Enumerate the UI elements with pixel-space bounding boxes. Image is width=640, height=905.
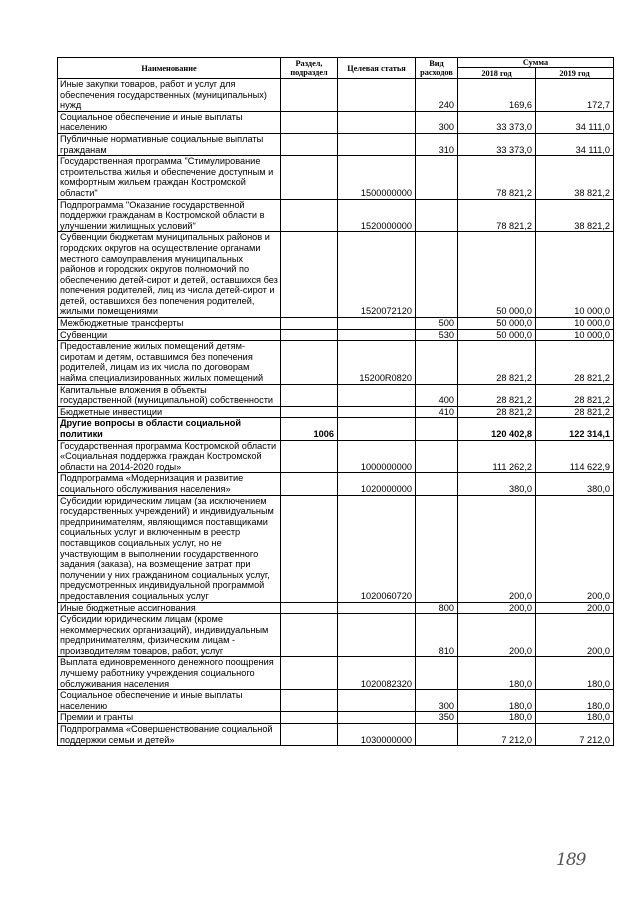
header-target: Целевая статья — [338, 58, 416, 79]
row-sum-2018-cell: 78 821,2 — [458, 199, 536, 232]
row-name-cell: Субвенции бюджетам муниципальных районов и городских округов на осуществление органами местного самоуправления муниципальных районов и городских округов полномочий по обеспечению детей-сирот и детей, оставшихся без попечения родителей, лиц из числа детей-сирот и детей, оставшихся без попечения родителей, жилыми помещениями — [58, 232, 281, 318]
table-row — [58, 418, 614, 440]
row-sum-2019-cell: 10 000,0 — [536, 318, 614, 330]
row-sum-2019-cell: 38 821,2 — [536, 199, 614, 232]
row-expense-type-cell: 810 — [416, 614, 458, 657]
row-target-cell — [338, 111, 416, 133]
row-sum-2019-cell: 200,0 — [536, 614, 614, 657]
table-row — [58, 318, 614, 330]
row-expense-type-cell — [416, 199, 458, 232]
row-expense-type-cell: 410 — [416, 406, 458, 418]
row-section-cell — [281, 156, 338, 199]
table-row — [58, 473, 614, 495]
row-section-cell — [281, 690, 338, 712]
row-target-cell — [338, 418, 416, 440]
row-target-cell: 1020082320 — [338, 657, 416, 690]
row-sum-2018-cell: 33 373,0 — [458, 111, 536, 133]
row-section-cell — [281, 384, 338, 406]
row-expense-type-cell: 500 — [416, 318, 458, 330]
row-expense-type-cell: 310 — [416, 133, 458, 155]
row-name-cell: Иные бюджетные ассигнования — [58, 602, 281, 614]
row-name-cell: Субсидии юридическим лицам (кроме некоммерческих организаций), индивидуальным предпринимателям, физическим лицам - производителям товаров, работ, услуг — [58, 614, 281, 657]
row-section-cell — [281, 602, 338, 614]
row-section-cell — [281, 232, 338, 318]
row-name-cell: Подпрограмма «Модернизация и развитие социального обслуживания населения» — [58, 473, 281, 495]
row-sum-2018-cell: 200,0 — [458, 614, 536, 657]
row-sum-2019-cell: 38 821,2 — [536, 156, 614, 199]
table-row — [58, 79, 614, 112]
row-name-cell: Подпрограмма «Совершенствование социальной поддержки семьи и детей» — [58, 724, 281, 746]
table-row — [58, 602, 614, 614]
row-target-cell: 1520072120 — [338, 232, 416, 318]
row-name-cell: Иные закупки товаров, работ и услуг для обеспечения государственных (муниципальных) нужд — [58, 79, 281, 112]
table-body — [58, 79, 614, 746]
row-target-cell: 15200R0820 — [338, 341, 416, 384]
row-sum-2019-cell: 34 111,0 — [536, 133, 614, 155]
table-row — [58, 690, 614, 712]
row-expense-type-cell — [416, 657, 458, 690]
row-expense-type-cell: 530 — [416, 329, 458, 341]
row-expense-type-cell — [416, 495, 458, 602]
header-section: Раздел, подраздел — [281, 58, 338, 79]
row-name-cell: Субвенции — [58, 329, 281, 341]
table-row — [58, 406, 614, 418]
table-row — [58, 341, 614, 384]
row-section-cell — [281, 473, 338, 495]
row-name-cell: Бюджетные инвестиции — [58, 406, 281, 418]
table-row — [58, 614, 614, 657]
row-name-cell: Межбюджетные трансферты — [58, 318, 281, 330]
row-target-cell: 1020060720 — [338, 495, 416, 602]
row-section-cell — [281, 406, 338, 418]
row-sum-2018-cell: 78 821,2 — [458, 156, 536, 199]
row-sum-2018-cell: 380,0 — [458, 473, 536, 495]
row-name-cell: Капитальные вложения в объекты государственной (муниципальной) собственности — [58, 384, 281, 406]
row-section-cell — [281, 79, 338, 112]
table-row — [58, 724, 614, 746]
row-sum-2018-cell: 7 212,0 — [458, 724, 536, 746]
row-sum-2018-cell: 28 821,2 — [458, 341, 536, 384]
row-target-cell — [338, 602, 416, 614]
row-sum-2018-cell: 200,0 — [458, 495, 536, 602]
table-row — [58, 133, 614, 155]
row-section-cell — [281, 614, 338, 657]
header-expense-type: Вид расходов — [416, 58, 458, 79]
row-section-cell — [281, 724, 338, 746]
row-sum-2019-cell: 180,0 — [536, 657, 614, 690]
row-sum-2018-cell: 50 000,0 — [458, 329, 536, 341]
row-sum-2019-cell: 180,0 — [536, 712, 614, 724]
row-section-cell — [281, 440, 338, 473]
table-row — [58, 199, 614, 232]
row-target-cell: 1000000000 — [338, 440, 416, 473]
row-sum-2019-cell: 28 821,2 — [536, 406, 614, 418]
row-sum-2019-cell: 200,0 — [536, 495, 614, 602]
row-target-cell — [338, 614, 416, 657]
table-row — [58, 384, 614, 406]
row-sum-2018-cell: 28 821,2 — [458, 406, 536, 418]
row-target-cell — [338, 712, 416, 724]
row-target-cell — [338, 690, 416, 712]
row-target-cell — [338, 133, 416, 155]
row-section-cell — [281, 329, 338, 341]
row-section-cell — [281, 111, 338, 133]
row-sum-2019-cell: 10 000,0 — [536, 232, 614, 318]
header-year-2019: 2019 год — [536, 68, 614, 79]
row-sum-2019-cell: 28 821,2 — [536, 341, 614, 384]
table-row — [58, 440, 614, 473]
table-row — [58, 712, 614, 724]
row-target-cell — [338, 79, 416, 112]
row-target-cell — [338, 384, 416, 406]
row-sum-2018-cell: 50 000,0 — [458, 318, 536, 330]
row-sum-2019-cell: 7 212,0 — [536, 724, 614, 746]
row-sum-2019-cell: 122 314,1 — [536, 418, 614, 440]
row-sum-2019-cell: 10 000,0 — [536, 329, 614, 341]
row-expense-type-cell: 800 — [416, 602, 458, 614]
row-sum-2018-cell: 111 262,2 — [458, 440, 536, 473]
row-sum-2019-cell: 172,7 — [536, 79, 614, 112]
row-target-cell — [338, 329, 416, 341]
row-sum-2018-cell: 33 373,0 — [458, 133, 536, 155]
row-sum-2019-cell: 200,0 — [536, 602, 614, 614]
row-sum-2018-cell: 180,0 — [458, 657, 536, 690]
row-expense-type-cell: 300 — [416, 690, 458, 712]
row-target-cell — [338, 318, 416, 330]
row-expense-type-cell: 240 — [416, 79, 458, 112]
row-name-cell: Подпрограмма "Оказание государственной поддержки гражданам в Костромской области в улучшении жилищных условий" — [58, 199, 281, 232]
table-row — [58, 495, 614, 602]
row-sum-2019-cell: 180,0 — [536, 690, 614, 712]
row-section-cell — [281, 133, 338, 155]
row-section-cell — [281, 495, 338, 602]
budget-table — [57, 57, 614, 746]
table-row — [58, 156, 614, 199]
row-name-cell: Социальное обеспечение и иные выплаты населению — [58, 111, 281, 133]
row-expense-type-cell: 300 — [416, 111, 458, 133]
row-name-cell: Предоставление жилых помещений детям-сиротам и детям, оставшимся без попечения родителей, лицам из их числа по договорам найма специализированных жилых помещений — [58, 341, 281, 384]
row-name-cell: Государственная программа Костромской области «Социальная поддержка граждан Костромской области на 2014-2020 годы» — [58, 440, 281, 473]
row-name-cell: Выплата единовременного денежного поощрения лучшему работнику учреждения социального обслуживания населения — [58, 657, 281, 690]
row-section-cell: 1006 — [281, 418, 338, 440]
row-sum-2019-cell: 34 111,0 — [536, 111, 614, 133]
row-name-cell: Социальное обеспечение и иные выплаты населению — [58, 690, 281, 712]
row-sum-2018-cell: 180,0 — [458, 712, 536, 724]
row-target-cell: 1500000000 — [338, 156, 416, 199]
table-row — [58, 657, 614, 690]
row-name-cell: Государственная программа "Стимулирование строительства жилья и обеспечение доступным и комфортным жильем граждан Костромской области" — [58, 156, 281, 199]
header-year-2018: 2018 год — [458, 68, 536, 79]
row-name-cell: Субсидии юридическим лицам (за исключением государственных учреждений) и индивидуальным предпринимателям, являющимся поставщиками социальных услуг и включенным в реестр поставщиков социальных услуг, но не участвующим в выполнении государственного задания (заказа), на возмещение затрат при получении у них гражданином социальных услуг, предусмотренных индивидуальной программой предоставления социальных услуг — [58, 495, 281, 602]
row-sum-2019-cell: 114 622,9 — [536, 440, 614, 473]
table-header — [58, 58, 614, 79]
row-expense-type-cell — [416, 156, 458, 199]
row-sum-2018-cell: 180,0 — [458, 690, 536, 712]
page-number: 189 — [556, 850, 586, 870]
row-section-cell — [281, 199, 338, 232]
row-section-cell — [281, 712, 338, 724]
row-section-cell — [281, 657, 338, 690]
table-row — [58, 232, 614, 318]
row-name-cell: Другие вопросы в области социальной политики — [58, 418, 281, 440]
row-sum-2018-cell: 28 821,2 — [458, 384, 536, 406]
row-section-cell — [281, 318, 338, 330]
table-row — [58, 111, 614, 133]
header-name: Наименование — [58, 58, 281, 79]
row-expense-type-cell — [416, 341, 458, 384]
row-sum-2018-cell: 200,0 — [458, 602, 536, 614]
row-sum-2018-cell: 169,6 — [458, 79, 536, 112]
row-sum-2019-cell: 28 821,2 — [536, 384, 614, 406]
row-target-cell — [338, 406, 416, 418]
row-name-cell: Публичные нормативные социальные выплаты гражданам — [58, 133, 281, 155]
row-target-cell: 1520000000 — [338, 199, 416, 232]
row-section-cell — [281, 341, 338, 384]
row-sum-2018-cell: 50 000,0 — [458, 232, 536, 318]
row-name-cell: Премии и гранты — [58, 712, 281, 724]
row-expense-type-cell: 350 — [416, 712, 458, 724]
row-target-cell: 1030000000 — [338, 724, 416, 746]
row-expense-type-cell — [416, 418, 458, 440]
row-expense-type-cell — [416, 724, 458, 746]
header-sum: Сумма — [458, 58, 614, 68]
table-row — [58, 329, 614, 341]
row-target-cell: 1020000000 — [338, 473, 416, 495]
row-expense-type-cell: 400 — [416, 384, 458, 406]
row-expense-type-cell — [416, 473, 458, 495]
row-expense-type-cell — [416, 440, 458, 473]
row-sum-2018-cell: 120 402,8 — [458, 418, 536, 440]
row-expense-type-cell — [416, 232, 458, 318]
row-sum-2019-cell: 380,0 — [536, 473, 614, 495]
